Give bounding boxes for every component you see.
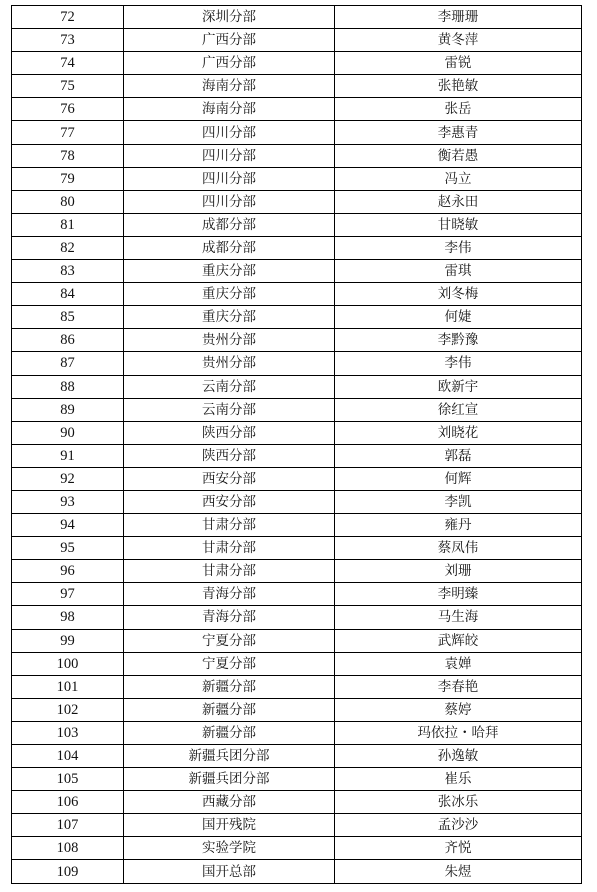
row-number-cell: 79 (12, 167, 124, 190)
branch-cell: 云南分部 (124, 375, 335, 398)
roster-table (11, 5, 582, 884)
table-row (12, 213, 582, 236)
table-row (12, 721, 582, 744)
name-cell: 孙逸敏 (335, 745, 582, 768)
branch-cell: 成都分部 (124, 213, 335, 236)
name-cell: 马生海 (335, 606, 582, 629)
table-row (12, 745, 582, 768)
table-row (12, 190, 582, 213)
row-number-cell: 104 (12, 745, 124, 768)
row-number-cell: 76 (12, 98, 124, 121)
name-cell: 李黔豫 (335, 329, 582, 352)
name-cell: 孟沙沙 (335, 814, 582, 837)
row-number-cell: 88 (12, 375, 124, 398)
branch-cell: 新疆兵团分部 (124, 745, 335, 768)
name-cell: 何婕 (335, 306, 582, 329)
name-cell: 李明臻 (335, 583, 582, 606)
branch-cell: 贵州分部 (124, 329, 335, 352)
branch-cell: 新疆分部 (124, 721, 335, 744)
branch-cell: 深圳分部 (124, 6, 335, 29)
table-row (12, 652, 582, 675)
branch-cell: 西安分部 (124, 467, 335, 490)
name-cell: 蔡凤伟 (335, 537, 582, 560)
table-row (12, 283, 582, 306)
row-number-cell: 87 (12, 352, 124, 375)
row-number-cell: 78 (12, 144, 124, 167)
name-cell: 袁婵 (335, 652, 582, 675)
row-number-cell: 86 (12, 329, 124, 352)
row-number-cell: 97 (12, 583, 124, 606)
name-cell: 赵永田 (335, 190, 582, 213)
name-cell: 李惠青 (335, 121, 582, 144)
name-cell: 衡若愚 (335, 144, 582, 167)
table-row (12, 698, 582, 721)
branch-cell: 重庆分部 (124, 260, 335, 283)
name-cell: 张艳敏 (335, 75, 582, 98)
branch-cell: 青海分部 (124, 583, 335, 606)
table-row (12, 421, 582, 444)
branch-cell: 青海分部 (124, 606, 335, 629)
table-row (12, 768, 582, 791)
row-number-cell: 75 (12, 75, 124, 98)
name-cell: 刘晓花 (335, 421, 582, 444)
table-row (12, 6, 582, 29)
row-number-cell: 80 (12, 190, 124, 213)
row-number-cell: 85 (12, 306, 124, 329)
table-row (12, 791, 582, 814)
row-number-cell: 99 (12, 629, 124, 652)
name-cell: 雷琪 (335, 260, 582, 283)
branch-cell: 海南分部 (124, 75, 335, 98)
branch-cell: 西藏分部 (124, 791, 335, 814)
table-row (12, 236, 582, 259)
branch-cell: 新疆分部 (124, 675, 335, 698)
table-row (12, 329, 582, 352)
branch-cell: 四川分部 (124, 167, 335, 190)
branch-cell: 陕西分部 (124, 421, 335, 444)
table-row (12, 144, 582, 167)
name-cell: 李春艳 (335, 675, 582, 698)
name-cell: 刘珊 (335, 560, 582, 583)
row-number-cell: 93 (12, 490, 124, 513)
row-number-cell: 103 (12, 721, 124, 744)
table-row (12, 398, 582, 421)
row-number-cell: 92 (12, 467, 124, 490)
name-cell: 玛依拉・哈拜 (335, 721, 582, 744)
row-number-cell: 102 (12, 698, 124, 721)
branch-cell: 实验学院 (124, 837, 335, 860)
row-number-cell: 77 (12, 121, 124, 144)
table-row (12, 444, 582, 467)
name-cell: 武辉皎 (335, 629, 582, 652)
table-row (12, 306, 582, 329)
table-row (12, 860, 582, 883)
name-cell: 张岳 (335, 98, 582, 121)
table-row (12, 75, 582, 98)
row-number-cell: 105 (12, 768, 124, 791)
row-number-cell: 101 (12, 675, 124, 698)
name-cell: 郭磊 (335, 444, 582, 467)
row-number-cell: 95 (12, 537, 124, 560)
table-row (12, 29, 582, 52)
name-cell: 朱煜 (335, 860, 582, 883)
branch-cell: 四川分部 (124, 144, 335, 167)
row-number-cell: 98 (12, 606, 124, 629)
row-number-cell: 81 (12, 213, 124, 236)
row-number-cell: 100 (12, 652, 124, 675)
branch-cell: 新疆分部 (124, 698, 335, 721)
branch-cell: 重庆分部 (124, 283, 335, 306)
name-cell: 雷锐 (335, 52, 582, 75)
table-row (12, 352, 582, 375)
table-row (12, 537, 582, 560)
table-row (12, 814, 582, 837)
name-cell: 李伟 (335, 236, 582, 259)
name-cell: 欧新宇 (335, 375, 582, 398)
branch-cell: 云南分部 (124, 398, 335, 421)
name-cell: 雍丹 (335, 514, 582, 537)
branch-cell: 海南分部 (124, 98, 335, 121)
table-row (12, 629, 582, 652)
row-number-cell: 84 (12, 283, 124, 306)
table-row (12, 560, 582, 583)
branch-cell: 重庆分部 (124, 306, 335, 329)
table-row (12, 375, 582, 398)
branch-cell: 国开总部 (124, 860, 335, 883)
row-number-cell: 91 (12, 444, 124, 467)
row-number-cell: 96 (12, 560, 124, 583)
name-cell: 李伟 (335, 352, 582, 375)
branch-cell: 宁夏分部 (124, 629, 335, 652)
row-number-cell: 74 (12, 52, 124, 75)
branch-cell: 甘肃分部 (124, 514, 335, 537)
table-row (12, 514, 582, 537)
branch-cell: 广西分部 (124, 52, 335, 75)
branch-cell: 贵州分部 (124, 352, 335, 375)
name-cell: 蔡婷 (335, 698, 582, 721)
table-row (12, 467, 582, 490)
table-row (12, 98, 582, 121)
name-cell: 黄冬萍 (335, 29, 582, 52)
table-row (12, 167, 582, 190)
table-row (12, 675, 582, 698)
name-cell: 崔乐 (335, 768, 582, 791)
row-number-cell: 83 (12, 260, 124, 283)
branch-cell: 甘肃分部 (124, 560, 335, 583)
name-cell: 徐红宣 (335, 398, 582, 421)
name-cell: 刘冬梅 (335, 283, 582, 306)
name-cell: 冯立 (335, 167, 582, 190)
table-row (12, 52, 582, 75)
branch-cell: 国开残院 (124, 814, 335, 837)
branch-cell: 成都分部 (124, 236, 335, 259)
row-number-cell: 73 (12, 29, 124, 52)
table-row (12, 260, 582, 283)
row-number-cell: 72 (12, 6, 124, 29)
name-cell: 张冰乐 (335, 791, 582, 814)
branch-cell: 陕西分部 (124, 444, 335, 467)
row-number-cell: 90 (12, 421, 124, 444)
table-row (12, 490, 582, 513)
row-number-cell: 107 (12, 814, 124, 837)
table-row (12, 583, 582, 606)
row-number-cell: 109 (12, 860, 124, 883)
table-row (12, 837, 582, 860)
name-cell: 齐悦 (335, 837, 582, 860)
branch-cell: 甘肃分部 (124, 537, 335, 560)
name-cell: 李凯 (335, 490, 582, 513)
branch-cell: 四川分部 (124, 121, 335, 144)
name-cell: 李珊珊 (335, 6, 582, 29)
branch-cell: 广西分部 (124, 29, 335, 52)
roster-table-body (12, 6, 582, 884)
row-number-cell: 82 (12, 236, 124, 259)
row-number-cell: 89 (12, 398, 124, 421)
branch-cell: 四川分部 (124, 190, 335, 213)
row-number-cell: 106 (12, 791, 124, 814)
branch-cell: 新疆兵团分部 (124, 768, 335, 791)
row-number-cell: 94 (12, 514, 124, 537)
name-cell: 何辉 (335, 467, 582, 490)
row-number-cell: 108 (12, 837, 124, 860)
table-row (12, 121, 582, 144)
branch-cell: 宁夏分部 (124, 652, 335, 675)
table-row (12, 606, 582, 629)
branch-cell: 西安分部 (124, 490, 335, 513)
name-cell: 甘晓敏 (335, 213, 582, 236)
